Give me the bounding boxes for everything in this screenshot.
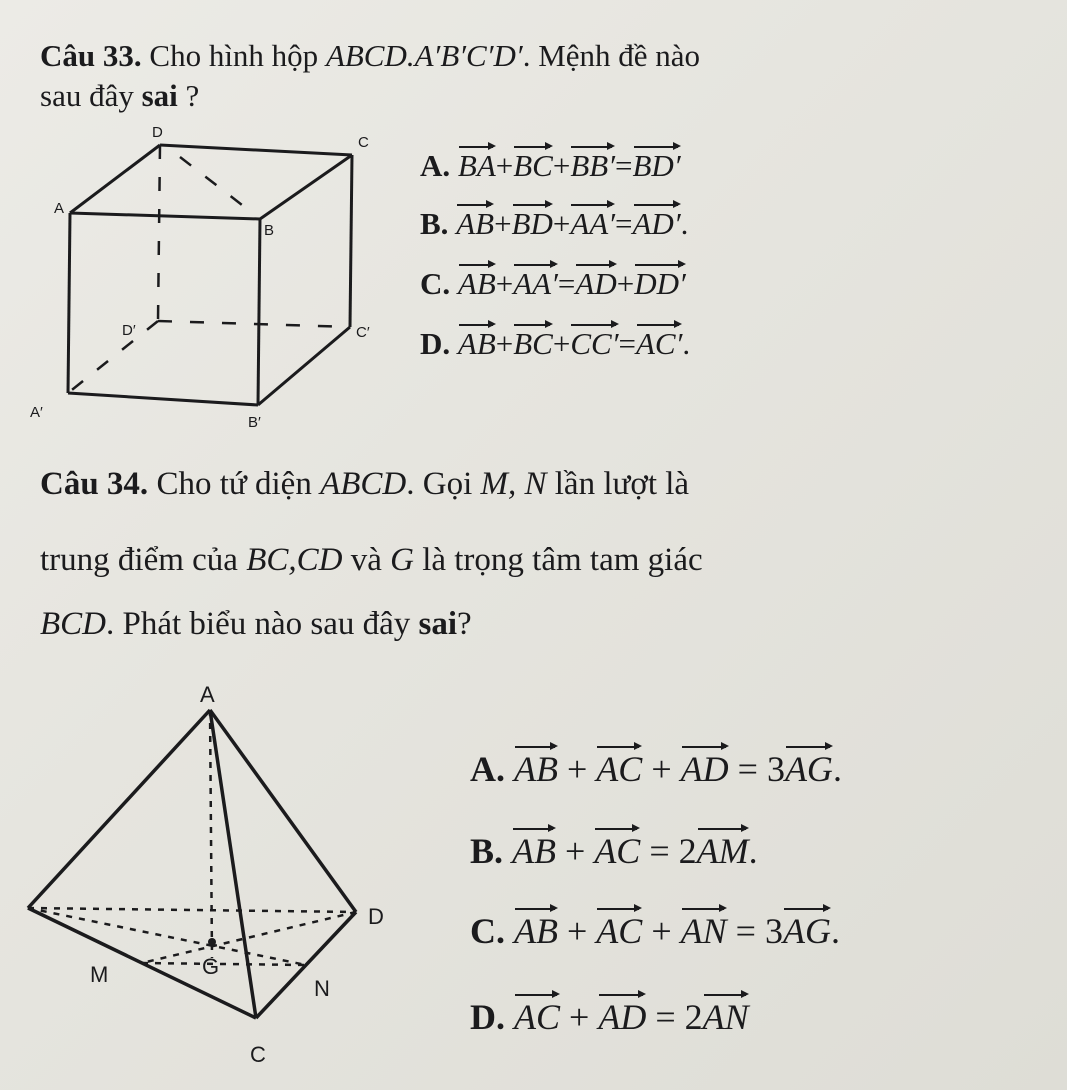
point-G-marker [208,938,216,946]
vector-term: BD [511,206,553,241]
q33-number: Câu 33. [40,38,142,73]
q34-label-D: D [368,904,384,929]
vector-term: BC [513,326,553,361]
vector-result: AG [784,749,833,789]
q33-stem-line2 [40,78,199,114]
vector-term: AD [598,997,647,1037]
coefficient: 3 [766,749,785,789]
q34-segments: BC,CD [246,542,343,578]
q34-text: Cho tứ diện [156,466,312,502]
vector-term: BC [513,148,553,183]
q34-points: M, N [480,466,547,502]
option-label: C. [420,266,451,301]
vector-result: AG [782,911,831,951]
option-label: B. [470,831,504,871]
option-end: . [830,911,840,951]
q34-stem-line2 [40,542,703,579]
q34-keyword-sai: sai [418,606,458,642]
q33-label-Cprime: C′ [356,324,370,341]
vector-term: AC [594,831,641,871]
q33-stem-text: Cho hình hộp [149,38,319,73]
vector-term: AB [512,831,556,871]
vector-term: AA′ [570,206,616,241]
vector-term: AB [457,326,496,361]
vector-term: AB [514,749,558,789]
q34-option-A[interactable]: A. AB + AC + AD = 3AG. [470,749,842,789]
q33-option-D[interactable]: D. AB+BC+CC′=AC′. [420,326,691,361]
q33-label-D: D [152,124,163,141]
q34-label-G: G [202,954,220,979]
q34-figure-tetrahedron [0,680,420,1080]
q34-label-M: M [90,962,109,987]
q34-stem-line1 [40,466,689,503]
vector-term: AB [456,206,495,241]
coefficient: 2 [678,831,697,871]
q34-tetra-name: ABCD [320,466,407,502]
vector-term: AC [596,911,643,951]
vector-term: AD [680,749,729,789]
option-end: . [680,206,689,241]
q33-question-mark: ? [185,78,200,113]
q33-label-C: C [358,134,369,151]
vector-term: AC [514,997,561,1037]
vector-term: CC′ [570,326,619,361]
q33-label-A: A [54,200,65,217]
vector-result: BD′ [632,148,681,183]
vector-result: AD [575,266,617,301]
q33-label-Aprime: A′ [30,404,43,421]
vector-result: AM [696,831,749,871]
option-label: A. [420,148,451,183]
q34-label-C: C [250,1042,266,1067]
vector-term: BB′ [570,148,616,183]
vector-term: AA′ [513,266,558,301]
q34-text: . Gọi [406,466,473,502]
vector-result: AD′ [632,206,681,241]
q33-label-Dprime: D′ [122,322,136,339]
q33-box-name: ABCD.A′B′C′D′ [325,38,523,73]
vector-term: AN [680,911,727,951]
option-end: . [682,326,691,361]
option-label: D. [470,997,505,1037]
vector-result: AC′ [635,326,683,361]
q34-point-G: G [390,542,414,578]
q33-stem-text-2: . Mệnh đề nào [522,38,701,73]
q34-option-B[interactable]: B. AB + AC = 2AM. [470,831,758,871]
q34-question-mark: ? [457,606,472,642]
q34-stem-line3 [40,606,472,643]
q34-option-C[interactable]: C. AB + AC + AN = 3AG. [470,911,840,951]
vector-term: AC [596,749,643,789]
option-end: . [832,749,842,789]
q33-label-Bprime: B′ [248,414,261,431]
q33-keyword-sai: sai [141,78,178,113]
option-label: A. [470,749,505,789]
option-label: C. [470,911,505,951]
q34-option-D[interactable]: D. AC + AD = 2AN [470,997,749,1037]
q33-figure-box [30,115,390,435]
q33-label-B: B [264,222,275,239]
q33-stem-line1 [40,38,700,74]
option-label: D. [420,326,451,361]
q34-text: . Phát biểu nào sau đây [106,606,411,642]
q34-number: Câu 34. [40,466,149,502]
vector-term: AB [457,266,496,301]
q34-text: và [350,542,382,578]
coefficient: 2 [684,997,703,1037]
q33-option-B[interactable]: B. AB+BD+AA′=AD′. [420,206,689,241]
vector-term: AB [514,911,558,951]
q34-text: lần lượt là [554,466,690,502]
q34-label-A: A [200,682,215,707]
q34-label-N: N [314,976,330,1001]
q34-triangle-name: BCD [40,606,106,642]
q34-text: trung điểm của [40,542,238,578]
q34-text: là trọng tâm tam giác [422,542,703,578]
vector-result: AN [702,997,749,1037]
q33-stem-text-3: sau đây [40,78,134,113]
vector-term: BA [457,148,496,183]
vector-result: DD′ [634,266,686,301]
q33-option-A[interactable]: A. BA+BC+BB′=BD′ [420,148,681,183]
option-end: . [748,831,758,871]
coefficient: 3 [764,911,783,951]
option-label: B. [420,206,449,241]
q33-option-C[interactable]: C. AB+AA′=AD+DD′ [420,266,686,301]
